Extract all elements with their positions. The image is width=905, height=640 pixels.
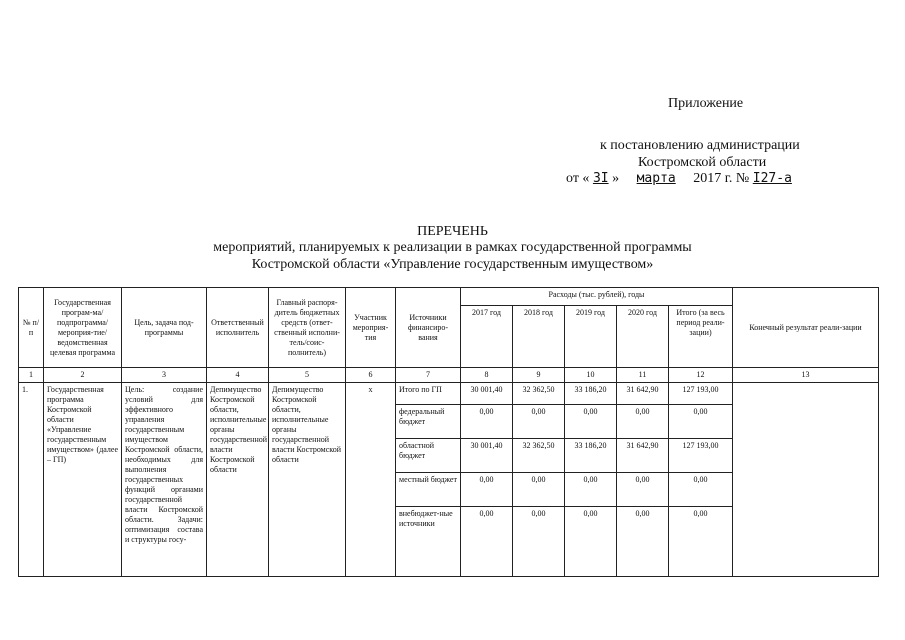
funding-2020: 31 642,90 bbox=[617, 383, 669, 405]
row-program: Государственная программа Костромской области «Управление государственным имуществом» (далее – ГП) bbox=[44, 383, 122, 577]
funding-total: 0,00 bbox=[669, 473, 733, 507]
col-number: 5 bbox=[269, 368, 346, 383]
header-2019: 2019 год bbox=[565, 306, 617, 368]
list-subtitle-1: мероприятий, планируемых к реализации в рамках государственной программы bbox=[213, 240, 692, 255]
funding-total: 127 193,00 bbox=[669, 383, 733, 405]
funding-2018: 32 362,50 bbox=[513, 383, 565, 405]
date-mid: » bbox=[612, 171, 620, 186]
row-result bbox=[733, 383, 879, 577]
funding-source: областной бюджет bbox=[396, 439, 461, 473]
funding-2020: 0,00 bbox=[617, 473, 669, 507]
table-row bbox=[19, 383, 879, 405]
row-main-manager: Депимущество Костромской области, исполнительные органы государственной власти Костромской области bbox=[269, 383, 346, 577]
funding-2017: 0,00 bbox=[461, 507, 513, 577]
col-number: 4 bbox=[207, 368, 269, 383]
decree-date-line bbox=[566, 171, 792, 187]
col-number: 3 bbox=[122, 368, 207, 383]
funding-2017: 30 001,40 bbox=[461, 383, 513, 405]
decree-line-1: к постановлению администрации bbox=[600, 138, 800, 153]
header-result: Конечный результат реали-зации bbox=[733, 288, 879, 368]
col-number: 11 bbox=[617, 368, 669, 383]
decree-year: 2017 г. № bbox=[693, 171, 750, 186]
row-responsible: Депимущество Костромской области, исполнительные органы государственной власти Костромской области bbox=[207, 383, 269, 577]
col-number: 10 bbox=[565, 368, 617, 383]
funding-2019: 33 186,20 bbox=[565, 439, 617, 473]
funding-total: 127 193,00 bbox=[669, 439, 733, 473]
funding-2018: 32 362,50 bbox=[513, 439, 565, 473]
header-2020: 2020 год bbox=[617, 306, 669, 368]
funding-2017: 0,00 bbox=[461, 405, 513, 439]
funding-2019: 0,00 bbox=[565, 507, 617, 577]
funding-source: местный бюджет bbox=[396, 473, 461, 507]
decree-number: I27-а bbox=[752, 171, 792, 186]
funding-source: федеральный бюджет bbox=[396, 405, 461, 439]
column-number-row bbox=[19, 368, 879, 383]
funding-source: Итого по ГП bbox=[396, 383, 461, 405]
funding-2020: 0,00 bbox=[617, 507, 669, 577]
col-number: 13 bbox=[733, 368, 879, 383]
funding-2017: 30 001,40 bbox=[461, 439, 513, 473]
col-number: 8 bbox=[461, 368, 513, 383]
row-goal: Цель: создание условий для эффективного управления государственным имуществом Костромской области, необходимых для выполнения государственных функций органами государственной власти Костромской области. Задачи: оптимизация состава и структуры госу- bbox=[122, 383, 207, 577]
header-expenses: Расходы (тыс. рублей), годы bbox=[461, 288, 733, 306]
header-num: № п/п bbox=[19, 288, 44, 368]
header-sources: Источники финансиро-вания bbox=[396, 288, 461, 368]
funding-2018: 0,00 bbox=[513, 473, 565, 507]
funding-2019: 0,00 bbox=[565, 473, 617, 507]
funding-2020: 0,00 bbox=[617, 405, 669, 439]
header-total: Итого (за весь период реали-зации) bbox=[669, 306, 733, 368]
funding-2019: 33 186,20 bbox=[565, 383, 617, 405]
header-goal: Цель, задача под-программы bbox=[122, 288, 207, 368]
header-row-1 bbox=[19, 288, 879, 306]
row-num: 1. bbox=[19, 383, 44, 577]
col-number: 1 bbox=[19, 368, 44, 383]
decree-month: марта bbox=[636, 171, 676, 186]
col-number: 9 bbox=[513, 368, 565, 383]
col-number: 2 bbox=[44, 368, 122, 383]
funding-source: внебюджет-ные источники bbox=[396, 507, 461, 577]
header-participants: Участник мероприя-тия bbox=[346, 288, 396, 368]
header-responsible: Ответственный исполнитель bbox=[207, 288, 269, 368]
funding-2020: 31 642,90 bbox=[617, 439, 669, 473]
date-prefix: от « bbox=[566, 171, 590, 186]
col-number: 7 bbox=[396, 368, 461, 383]
header-program: Государственная програм-ма/подпрограмма/ мероприя-тие/ведомственная целевая программа bbox=[44, 288, 122, 368]
funding-total: 0,00 bbox=[669, 405, 733, 439]
measures-table bbox=[18, 287, 879, 577]
funding-2018: 0,00 bbox=[513, 507, 565, 577]
list-subtitle-2: Костромской области «Управление государственным имуществом» bbox=[251, 257, 654, 272]
funding-total: 0,00 bbox=[669, 507, 733, 577]
appendix-title: Приложение bbox=[668, 96, 744, 111]
header-2018: 2018 год bbox=[513, 306, 565, 368]
funding-2017: 0,00 bbox=[461, 473, 513, 507]
col-number: 6 bbox=[346, 368, 396, 383]
list-title: ПЕРЕЧЕНЬ bbox=[417, 224, 488, 239]
decree-line-2: Костромской области bbox=[638, 155, 767, 170]
col-number: 12 bbox=[669, 368, 733, 383]
header-2017: 2017 год bbox=[461, 306, 513, 368]
funding-2019: 0,00 bbox=[565, 405, 617, 439]
funding-2018: 0,00 bbox=[513, 405, 565, 439]
header-main-manager: Главный распоря-дитель бюджетных средств (ответ-ственный исполни-тель/соис-полнитель) bbox=[269, 288, 346, 368]
decree-day: 3I bbox=[592, 171, 609, 186]
row-participants: х bbox=[346, 383, 396, 577]
